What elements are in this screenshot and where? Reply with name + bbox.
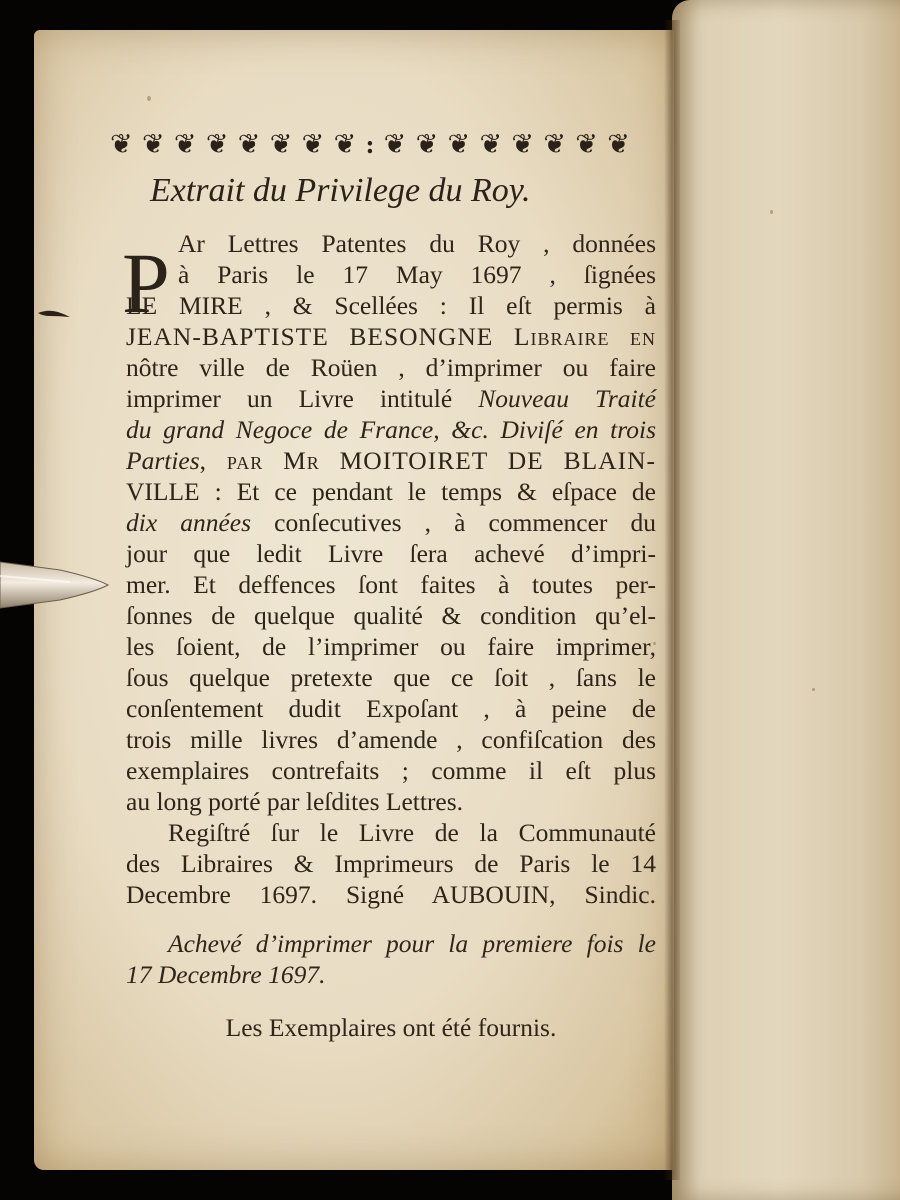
text-line: Regiſtré ſur le Livre de la Communauté	[168, 818, 656, 847]
text-line	[126, 445, 656, 476]
text-line	[126, 631, 656, 662]
text-line	[126, 724, 656, 755]
fleuron-icon: ❦	[141, 128, 165, 160]
text-line	[126, 600, 656, 631]
text-line: Les Exemplaires ont été fournis.	[225, 1013, 557, 1042]
text-run: exemplaires contrefaits ; comme il eſt plus	[126, 756, 656, 785]
page-pointer-marker	[0, 556, 110, 614]
text-line	[126, 662, 656, 693]
text-run: nôtre ville de Roüen , d’imprimer ou faire	[126, 353, 656, 382]
fleuron-icon: ❦	[333, 128, 357, 160]
text-run: au long porté par leſdites Lettres.	[126, 787, 464, 816]
ornament-separator: :	[365, 129, 375, 159]
fleuron-icon: ❦	[447, 128, 471, 160]
fleuron-icon: ❦	[415, 128, 439, 160]
text-line: 17 Decembre 1697.	[126, 960, 326, 989]
text-run: VILLE : Et ce pendant le temps & eſpace de	[126, 477, 656, 506]
text-run: à Paris le 17 May 1697 , ſignées	[178, 260, 656, 289]
text-line	[126, 786, 656, 817]
text-run-italic: Parties	[126, 446, 200, 475]
text-line: Achevé d’imprimer pour la premiere fois le	[168, 929, 656, 958]
text-line	[126, 538, 656, 569]
text-run: JEAN-BAPTISTE BESONGNE Libraire en	[126, 322, 656, 351]
text-line	[126, 290, 656, 321]
fleuron-icon: ❦	[607, 128, 630, 160]
registration-paragraph	[126, 817, 656, 910]
paper-foxing-spot	[812, 688, 815, 691]
fleuron-icon: ❦	[269, 128, 293, 160]
text-run: les ſoient, de l’imprimer ou faire imprimer,	[126, 632, 656, 661]
fleuron-ornament-band	[110, 122, 630, 166]
paper-foxing-spot	[147, 96, 151, 101]
text-run: , par Mr MOITOIRET DE BLAIN-	[199, 446, 656, 475]
text-run: ſonnes de quelque qualité & condition qu’el-	[126, 601, 656, 630]
text-line	[126, 507, 656, 538]
fleuron-icon: ❦	[543, 128, 566, 160]
fleuron-icon: ❦	[479, 128, 503, 160]
text-line	[126, 755, 656, 786]
book-title-italic: du grand Negoce de France, &c. Diviſé en trois	[126, 415, 656, 444]
text-run: imprimer un Livre intitulé	[126, 384, 479, 413]
text-line	[126, 321, 656, 352]
text-line	[126, 414, 656, 445]
fleuron-icon: ❦	[205, 128, 229, 160]
page-title: Extrait du Privilege du Roy.	[150, 172, 531, 209]
text-line	[126, 569, 656, 600]
text-line	[126, 693, 656, 724]
book-title-italic: Nouveau Traité	[478, 384, 656, 413]
text-run: ſous quelque pretexte que ce ſoit , ſans le	[126, 663, 656, 692]
text-line	[126, 259, 656, 290]
book-gutter	[664, 20, 680, 1180]
text-run: conſentement dudit Expoſant , à peine de	[126, 694, 656, 723]
text-line: des Libraires & Imprimeurs de Paris le 14	[126, 849, 656, 878]
text-run: mer. Et deffences ſont faites à toutes per-	[126, 570, 656, 599]
text-line	[126, 383, 656, 414]
privilege-paragraph	[126, 228, 656, 817]
paper-foxing-spot	[770, 210, 773, 214]
text-line	[126, 228, 656, 259]
right-page-edge	[672, 0, 900, 1200]
text-run: jour que ledit Livre ſera achevé d’impri-	[126, 539, 656, 568]
drop-cap: P	[122, 235, 170, 331]
fleuron-icon: ❦	[173, 128, 197, 160]
text-line: Decembre 1697. Signé AUBOUIN, Sindic.	[126, 880, 656, 909]
page-tear-mark	[38, 308, 70, 318]
text-run: trois mille livres d’amende , confiſcation des	[126, 725, 656, 754]
text-run: conſecutives , à commencer du	[251, 508, 657, 537]
closing-line	[126, 1012, 656, 1043]
fleuron-icon: ❦	[575, 128, 598, 160]
fleuron-icon: ❦	[110, 128, 133, 160]
fleuron-icon: ❦	[237, 128, 261, 160]
text-line	[126, 476, 656, 507]
text-line	[126, 352, 656, 383]
fleuron-icon: ❦	[511, 128, 535, 160]
fleuron-icon: ❦	[383, 128, 407, 160]
text-run: Ar Lettres Patentes du Roy , données	[178, 229, 656, 258]
text-run: LE MIRE , & Scellées : Il eſt permis à	[126, 291, 656, 320]
fleuron-icon: ❦	[301, 128, 325, 160]
text-run-italic: dix années	[126, 508, 252, 537]
printing-paragraph	[126, 928, 656, 990]
